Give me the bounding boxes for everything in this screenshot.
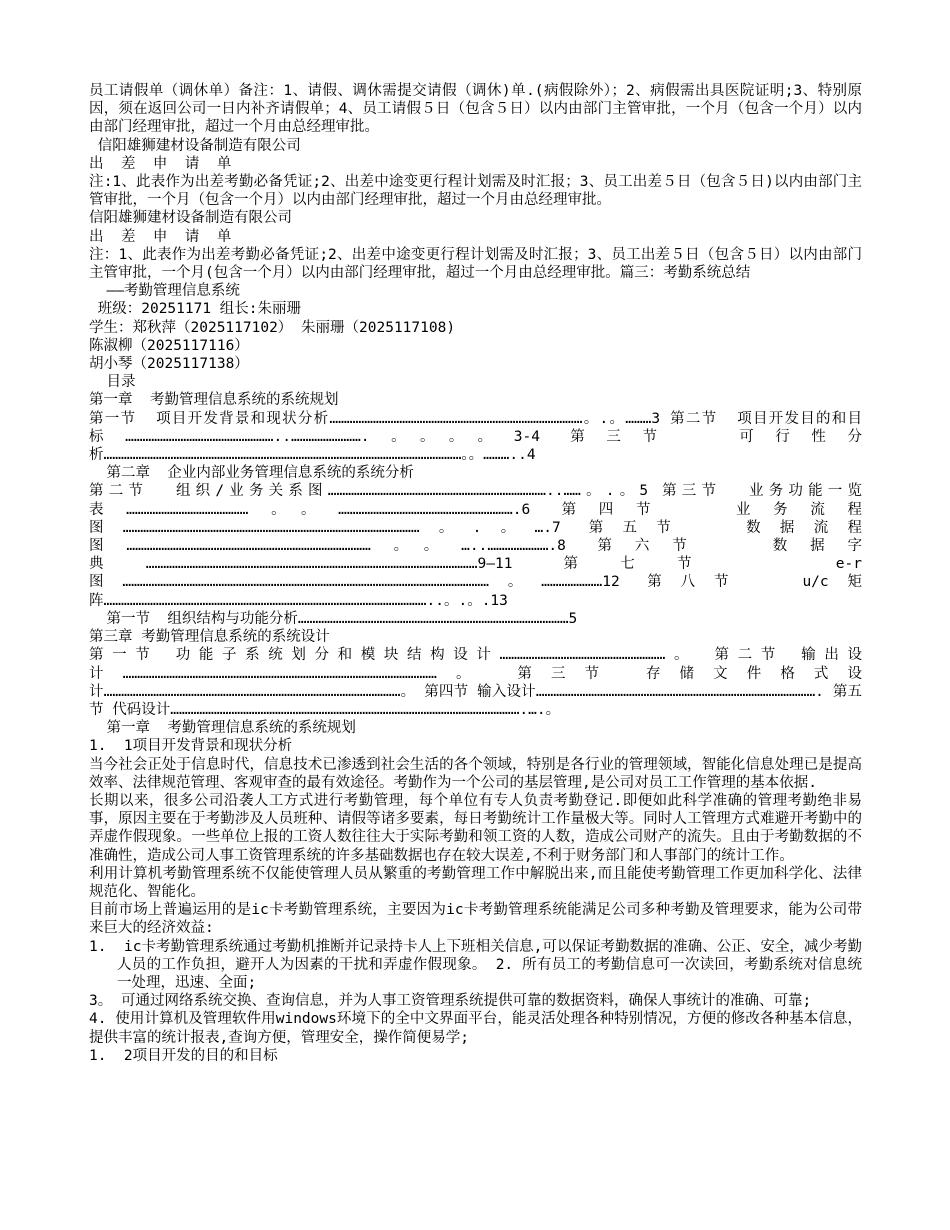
section-heading: 1. 1项目开发背景和现状分析: [89, 738, 293, 755]
toc-sections: 第二节 组织/业务关系图…………………………………………………………………..……。.。5 第三节 业务功能一览表……………………………………。。…………………………………………………….6 第四节 业务流程图…………………………………………………………………………………………。.。….7 第五节 数据流程图…………………………………………………………………………。。…..………………….8 第六节 数据字典……………………………………………………………………………………………………9—11 第七节 e-r图………………………………………………………………………………………………………………。…………………12 第八节 u/c矩阵…………………………………………………………………………………………………..。.。.13: [89, 483, 862, 609]
toc-sections: 第一节 功能子系统划分和模块结构设计…………………………………………………。 第二节 输出设计………………………………………………………………………………………………。 第三节 存储文件格式设计…………………………………………………………………………………………。 第四节 输入设计……………………………………………………………………………………. 第五节 代码设计………………………………………………………………………………………………………….….。: [89, 647, 862, 718]
toc-section: 第一节 组织结构与功能分析…………………………………………………………………………………5: [89, 610, 578, 627]
leave-form-note: 员工请假单（调休单）备注：1、请假、调休需提交请假（调休)单.(病假除外）；2、病假需出具医院证明;3、特别原因，须在返回公司一日内补齐请假单；4、员工请假５日（包含５日）以内由部门主管审批，一个月（包含一个月）以内由部门经理审批，超过一个月由总经理审批。: [89, 83, 862, 136]
students-info: 学生：郑秋萍（2025117102） 朱丽珊（2025117108): [89, 319, 456, 336]
toc-chapter: 第一章 考勤管理信息系统的系统规划: [89, 392, 339, 409]
toc-chapter: 第二章 企业内部业务管理信息系统的系统分析: [89, 465, 414, 482]
class-info: 班级：20251171 组长:朱丽珊: [89, 301, 302, 318]
list-item: 4. 使用计算机及管理软件用windows环境下的全中文界面平台，能灵活处理各种特别情况，方便的修改各种基本信息，提供丰富的统计报表,查询方便，管理安全，操作简便易学;: [89, 1011, 862, 1046]
student-name: 陈淑柳（2025117116）: [89, 337, 249, 354]
toc-sections: 第一节 项目开发背景和现状分析……………………………………………………………………………。.。………3 第二节 项目开发目的和目标……………………………………………..…………………….。。。。3-4 第三节 可行性分析……………………………………………………………………………………………………………。。………..4: [89, 410, 862, 464]
body-paragraph: 当今社会正处于信息时代，信息技术已渗透到社会生活的各个领域，特别是各行业的管理领域，智能化信息处理已是提高效率、法律规范管理、客观审查的最有效途径。考勤作为一个公司的基层管理,是公司对员工工作管理的基本依据.: [89, 756, 862, 791]
student-name: 胡小琴（2025117138）: [89, 356, 249, 373]
company-name: 信阳雄狮建材设备制造有限公司: [89, 137, 301, 154]
toc-title: 目录: [89, 374, 136, 391]
body-paragraph: 目前市场上普遍运用的是ic卡考勤管理系统，主要因为ic卡考勤管理系统能满足公司多种考勤及管理要求，能为公司带来巨大的经济效益:: [89, 902, 862, 937]
company-name: 信阳雄狮建材设备制造有限公司: [89, 210, 292, 227]
business-trip-form-title: 出 差 申 请 单: [89, 155, 232, 172]
business-trip-note: 注:1、此表作为出差考勤必备凭证;2、出差中途变更行程计划需及时汇报；3、员工出差５日（包含５日)以内由部门主管审批，一个月（包含一个月）以内由部门经理审批，超过一个月由总经理审批。: [89, 174, 862, 209]
list-item: 3。 可通过网络系统交换、查询信息，并为人事工资管理系统提供可靠的数据资料，确保人事统计的准确、可靠;: [89, 993, 812, 1010]
chapter-heading: 第一章 考勤管理信息系统的系统规划: [89, 720, 356, 737]
business-trip-note: 注：1、此表作为出差考勤必备凭证;2、出差中途变更行程计划需及时汇报；3、员工出差５日（包含５日）以内由部门主管审批，一个月(包含一个月）以内由部门经理审批，超过一个月由总经理审批。篇三：考勤系统总结: [89, 246, 862, 282]
body-paragraph: 利用计算机考勤管理系统不仅能使管理人员从繁重的考勤管理工作中解脱出来,而且能使考勤管理工作更加科学化、法律规范化、智能化。: [89, 865, 862, 900]
list-item: 1. ic卡考勤管理系统通过考勤机推断并记录持卡人上下班相关信息,可以保证考勤数据的准确、公正、安全，减少考勤人员的工作负担，避开人为因素的干扰和弄虚作假现象。 2. 所有员工的考勤信息可一次读回，考勤系统对信息统一处理，迅速、全面;: [89, 938, 862, 991]
section-heading: 1. 2项目开发的目的和目标: [89, 1047, 278, 1064]
report-subtitle: ——考勤管理信息系统: [89, 283, 240, 300]
business-trip-form-title: 出 差 申 请 单: [89, 228, 232, 245]
toc-chapter: 第三章 考勤管理信息系统的系统设计: [89, 629, 330, 646]
body-paragraph: 长期以来，很多公司沿袭人工方式进行考勤管理，每个单位有专人负责考勤登记.即便如此科学准确的管理考勤绝非易事，原因主要在于考勤涉及人员班种、请假等诸多要素，每日考勤统计工作量极大等。同时人工管理方式难避开考勤中的弄虚作假现象。一些单位上报的工资人数往往大于实际考勤和领工资的人数，造成公司财产的流失。且由于考勤数据的不准确性，造成公司人事工资管理系统的许多基础数据也存在较大误差,不利于财务部门和人事部门的统计工作。: [89, 792, 862, 864]
